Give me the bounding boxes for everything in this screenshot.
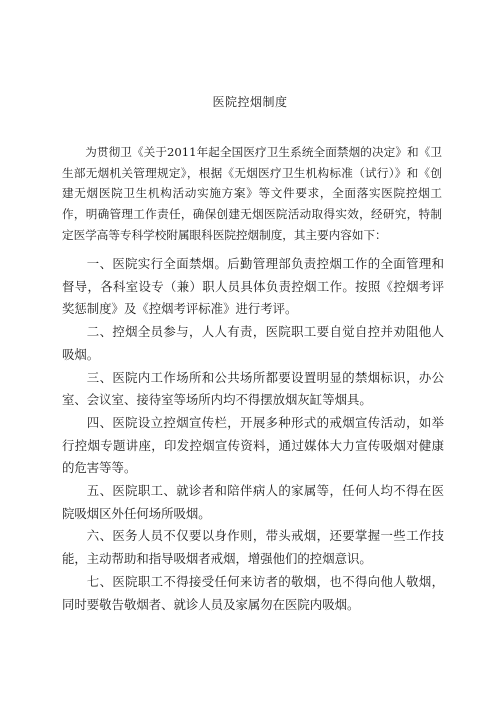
article-3: 三、医院内工作场所和公共场所都要设置明显的禁烟标识，办公室、会议室、接待室等场所内均不得摆放烟灰缸等烟具。	[62, 369, 444, 408]
article-7: 七、医院职工不得接受任何来访者的敬烟，也不得向他人敬烟，同时要敬告敬烟者、就诊人员及家属勿在医院内吸烟。	[62, 573, 444, 612]
article-5: 五、医院职工、就诊者和陪伴病人的家属等，任何人均不得在医院吸烟区外任何场所吸烟。	[62, 483, 444, 521]
article-1: 一、医院实行全面禁烟。后勤管理部负责控烟工作的全面管理和督导，各科室设专（兼）职人员具体负责控烟工作。按照《控烟考评奖惩制度》及《控烟考评标准》进行考评。	[62, 256, 444, 317]
articles-list	[62, 253, 444, 616]
article-2: 二、控烟全员参与，人人有责，医院职工要自觉自控并劝阻他人吸烟。	[62, 324, 444, 362]
article-4: 四、医院设立控烟宣传栏，开展多种形式的戒烟宣传活动，如举行控烟专题讲座，印发控烟宣传资料，通过媒体大力宣传吸烟对健康的危害等等。	[62, 414, 444, 476]
document-title: 医院控烟制度	[212, 95, 288, 109]
article-6: 六、医务人员不仅要以身作则，带头戒烟，还要掌握一些工作技能，主动帮助和指导吸烟者戒烟，增强他们的控烟意识。	[62, 528, 444, 567]
intro-paragraph: 为贯彻卫《关于2011年起全国医疗卫生系统全面禁烟的决定》和《卫生部无烟机关管理规定》，根据《无烟医疗卫生机构标准（试行）》和《创建无烟医院卫生机构活动实施方案》等文件要求，全面落实医院控烟工作，明确管理工作责任，确保创建无烟医院活动取得实效，经研究，特制定医学高等专科学校附属眼科医院控烟制度，其主要内容如下：	[62, 145, 442, 242]
